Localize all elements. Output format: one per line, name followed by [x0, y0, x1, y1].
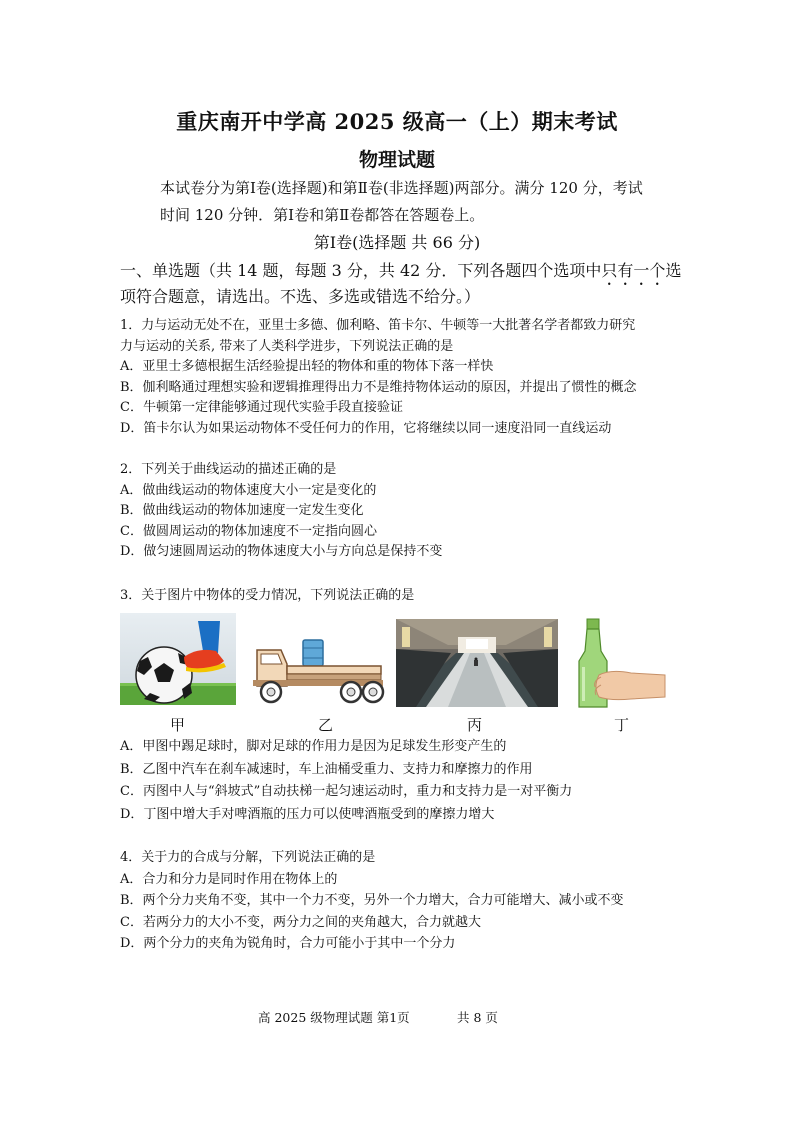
- question-stem: 1．力与运动无处不在，亚里士多德、伽利略、笛卡尔、牛顿等一大批著名学者都致力研究: [120, 318, 636, 333]
- page-title: 重庆南开中学高 2025 级高一（上）期末考试: [176, 109, 618, 134]
- caption-jia: 甲: [170, 716, 186, 734]
- question-3-stem: 3．关于图片中物体的受力情况，下列说法正确的是: [120, 588, 415, 603]
- section-instruction-suffix: 选: [665, 261, 682, 280]
- option-b: B．两个分力夹角不变，其中一个力不变，另外一个力增大，合力可能增大、减小或不变: [120, 893, 624, 908]
- option-d: D．笛卡尔认为如果运动物体不受任何力的作用，它将继续以同一速度沿同一直线运动: [120, 420, 612, 436]
- caption-yi: 乙: [318, 716, 334, 734]
- section-instruction-line-2: 项符合题意，请选出。不选、多选或错选不给分。）: [120, 287, 481, 306]
- option-d: D．两个分力的夹角为锐角时，合力可能小于其中一个分力: [120, 936, 456, 951]
- option-c: C．丙图中人与“斜坡式”自动扶梯一起匀速运动时，重力和支持力是一对平衡力: [120, 784, 573, 799]
- option-b: B．伽利略通过理想实验和逻辑推理得出力不是维持物体运动的原因，并提出了惯性的概念: [120, 379, 637, 395]
- option-c: C．若两分力的大小不变，两分力之间的夹角越大，合力就越大: [120, 914, 481, 930]
- option-a: A．合力和分力是同时作用在物体上的: [120, 871, 338, 887]
- footer-page-number: 高 2025 级物理试题 第1页: [258, 1010, 410, 1025]
- question-1: [120, 316, 637, 439]
- question-4: [120, 847, 624, 955]
- caption-ding: 丁: [614, 716, 630, 734]
- question-stem: 力与运动的关系, 带来了人类科学进步，下列说法正确的是: [120, 338, 454, 354]
- figure-bing-escalator: [396, 619, 558, 707]
- figure-ding-bottle: [571, 617, 666, 711]
- option-c: C．牛顿第一定律能够通过现代实验手段直接验证: [120, 400, 403, 415]
- option-a: A．做曲线运动的物体速度大小一定是变化的: [120, 482, 377, 498]
- question-2: [120, 460, 442, 563]
- subject-title: 物理试题: [358, 149, 435, 171]
- option-b: B．做曲线运动的物体加速度一定发生变化: [120, 503, 364, 518]
- question-stem: 4．关于力的合成与分解，下列说法正确的是: [120, 850, 376, 865]
- question-stem: 2．下列关于曲线运动的描述正确的是: [120, 462, 337, 477]
- option-a: A．亚里士多德根据生活经验提出轻的物体和重的物体下落一样快: [120, 359, 494, 374]
- figure-yi-truck: [253, 630, 385, 706]
- question-3-options: [120, 736, 572, 826]
- intro-line-1: 本试卷分为第Ⅰ卷(选择题)和第Ⅱ卷(非选择题)两部分。满分 120 分，考试: [160, 179, 643, 197]
- intro-line-2: 时间 120 分钟．第Ⅰ卷和第Ⅱ卷都答在答题卷上。: [160, 206, 485, 224]
- option-d: D．做匀速圆周运动的物体速度大小与方向总是保持不变: [120, 544, 443, 559]
- emphasis-only-one: 只有一个: [601, 261, 666, 280]
- option-a: A．甲图中踢足球时，脚对足球的作用力是因为足球发生形变产生的: [120, 739, 507, 754]
- volume-title: 第Ⅰ卷(选择题 共 66 分): [313, 233, 481, 252]
- caption-bing: 丙: [467, 716, 483, 734]
- footer-total-pages: 共 8 页: [457, 1010, 498, 1025]
- option-d: D．丁图中增大手对啤酒瓶的压力可以使啤酒瓶受到的摩擦力增大: [120, 806, 495, 822]
- figure-jia-soccer: [120, 613, 236, 705]
- option-c: C．做圆周运动的物体加速度不一定指向圆心: [120, 523, 377, 539]
- option-b: B．乙图中汽车在刹车减速时，车上油桶受重力、支持力和摩擦力的作用: [120, 761, 533, 777]
- section-instruction-prefix: 一、单选题（共 14 题，每题 3 分，共 42 分．下列各题四个选项中: [120, 261, 602, 280]
